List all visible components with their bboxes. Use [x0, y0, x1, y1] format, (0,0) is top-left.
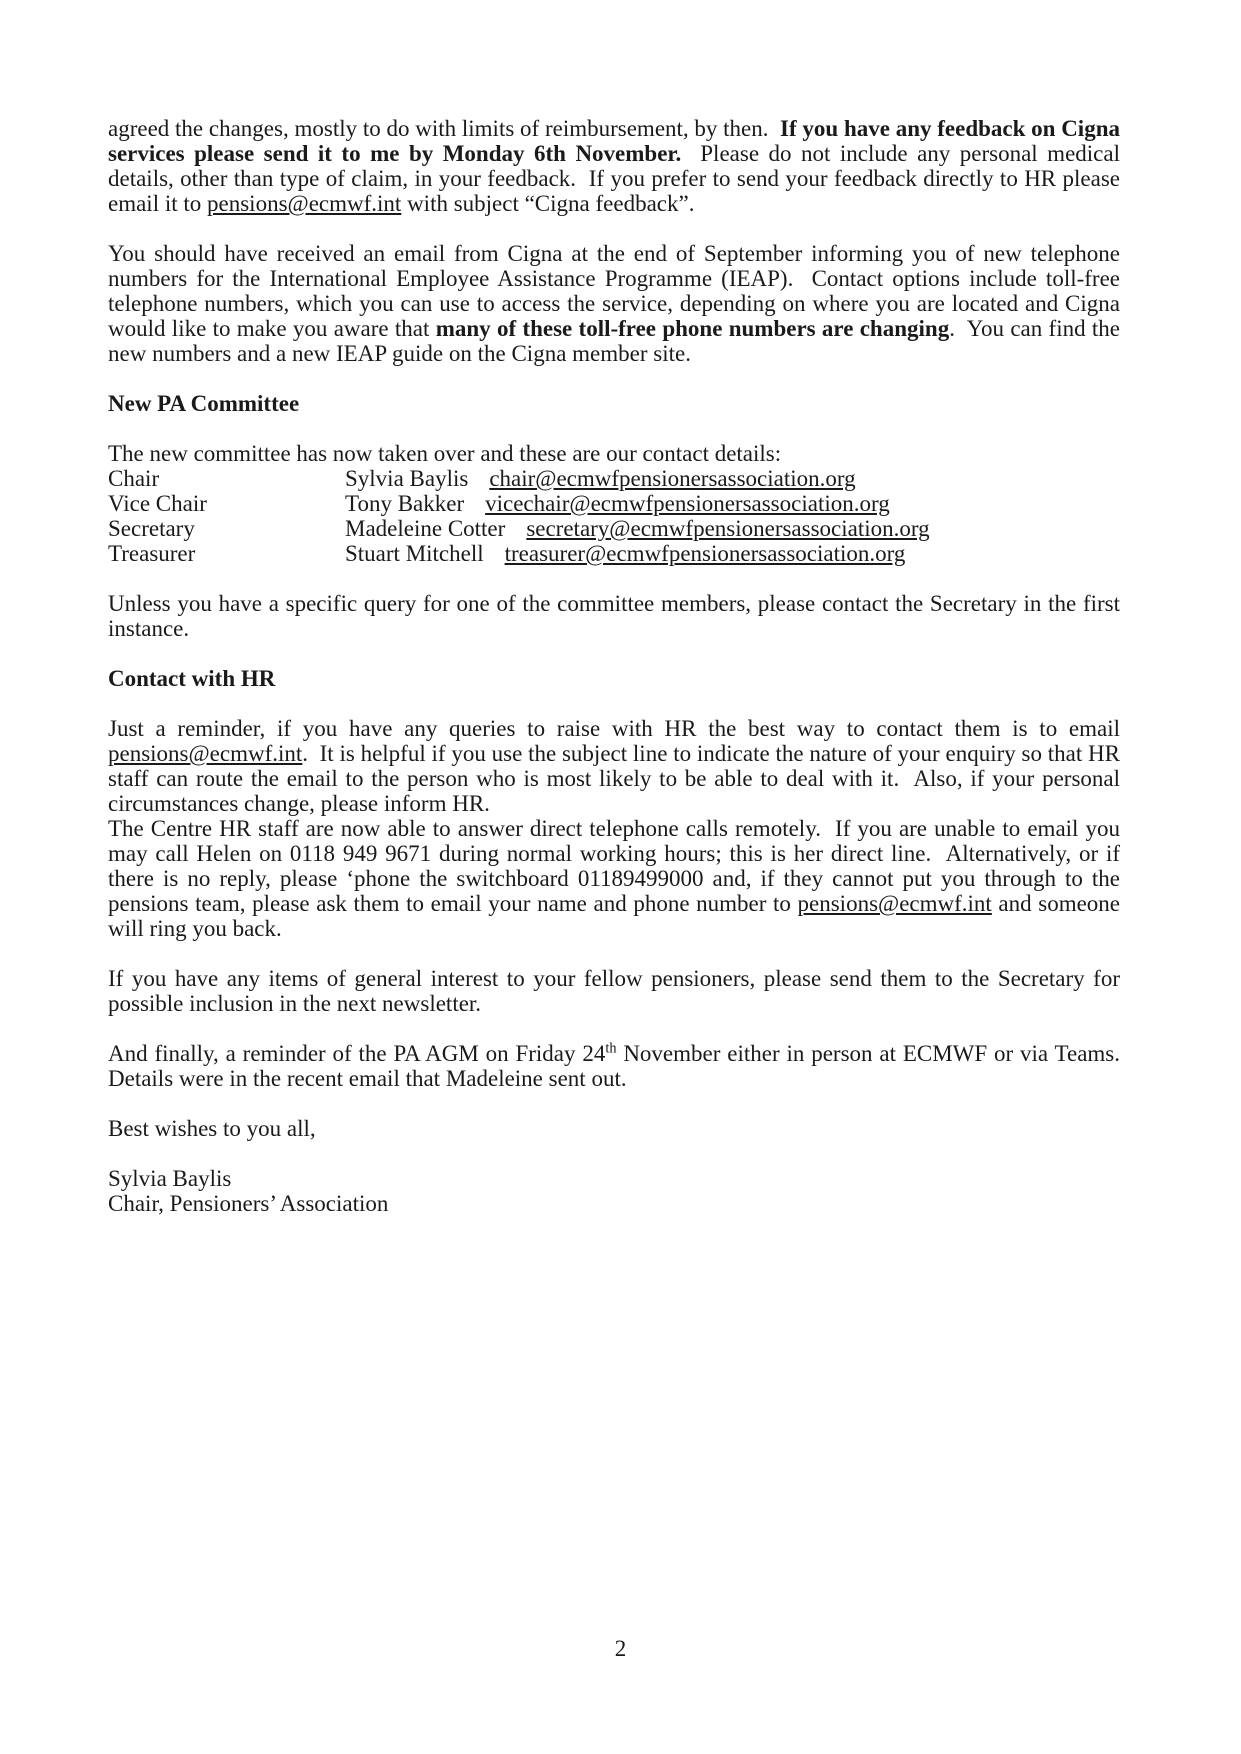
- signature-block: [108, 1166, 1120, 1216]
- committee-section: [108, 441, 1120, 566]
- text-run: and someone will ring you back.: [108, 891, 1126, 941]
- committee-role: Vice Chair: [108, 491, 207, 516]
- paragraph-cigna-feedback: [108, 116, 1126, 216]
- committee-member-name: Madeleine Cotter: [345, 516, 506, 541]
- paragraph-hr-email: [108, 716, 1126, 816]
- committee-role: Treasurer: [108, 541, 196, 566]
- text-run: Just a reminder, if you have any queries to raise with HR the best way to contact them is to email: [108, 716, 1126, 741]
- committee-member-name: Sylvia Baylis: [345, 466, 469, 491]
- committee-role: Secretary: [108, 516, 195, 541]
- heading-contact-with-hr: Contact with HR: [108, 666, 276, 691]
- committee-member-name: Tony Bakker: [345, 491, 465, 516]
- text-run: November either in person at ECMWF or via Teams. Details were in the recent email that Madeleine sent out.: [108, 1041, 1132, 1091]
- closing-line: Best wishes to you all,: [108, 1116, 316, 1141]
- email-link[interactable]: vicechair@ecmwfpensionersassociation.org: [485, 491, 890, 516]
- committee-intro: The new committee has now taken over and these are our contact details:: [108, 441, 782, 466]
- email-link[interactable]: pensions@ecmwf.int: [207, 191, 402, 216]
- text-run: Please do not include any personal medical details, other than type of claim, in your feedback. If you prefer to send your feedback directly to HR please email it to: [108, 141, 1126, 216]
- heading-new-pa-committee: New PA Committee: [108, 391, 300, 416]
- superscript-text-run: th: [605, 1040, 617, 1057]
- paragraph-newsletter-items: If you have any items of general interest to your fellow pensioners, please send them to the Secretary for possible inclusion in the next newsletter.: [108, 966, 1126, 1016]
- text-run: And finally, a reminder of the PA AGM on Friday 24: [108, 1041, 606, 1066]
- paragraph-ieap-numbers: [108, 241, 1126, 366]
- text-run: agreed the changes, mostly to do with limits of reimbursement, by then.: [108, 116, 781, 141]
- text-run: . It is helpful if you use the subject line to indicate the nature of your enquiry so that HR staff can route the email to the person who is most likely to be able to deal with it. Also, if your personal circumstances change, please inform HR.: [108, 741, 1126, 816]
- text-run: You should have received an email from Cigna at the end of September informing you of new telephone numbers for the International Employee Assistance Programme (IEAP). Contact options include toll-free telephone numbers, which you can use to access the service, depending on where you are located and Cigna would like to make you aware that: [108, 241, 1126, 341]
- text-run: with subject “Cigna feedback”.: [401, 191, 695, 216]
- paragraph-hr-phone: [108, 816, 1126, 941]
- signature-name: Sylvia Baylis: [108, 1166, 232, 1191]
- signature-title: Chair, Pensioners’ Association: [108, 1191, 389, 1216]
- email-link[interactable]: secretary@ecmwfpensionersassociation.org: [526, 516, 930, 541]
- letter-body: [108, 116, 1132, 1241]
- paragraph-secretary-contact: Unless you have a specific query for one of the committee members, please contact the Secretary in the first instance.: [108, 591, 1126, 641]
- committee-row-chair: [108, 466, 1120, 491]
- page-number: 2: [614, 1636, 627, 1661]
- text-run: The Centre HR staff are now able to answer direct telephone calls remotely. If you are unable to email you may call Helen on 0118 949 9671 during normal working hours; this is her direct line. Alternatively, or if there is no reply, please ‘phone the switchboard 01189499000 and, if they cannot put you through to the pensions team, please ask them to email your name and phone number to: [108, 816, 1126, 916]
- committee-member-name: Stuart Mitchell: [345, 541, 484, 566]
- email-link[interactable]: pensions@ecmwf.int: [108, 741, 303, 766]
- bold-text-run: If you have any feedback on Cigna services please send it to me by Monday 6th November.: [108, 116, 1126, 166]
- committee-row-secretary: [108, 516, 1120, 541]
- paragraph-agm-reminder: [108, 1040, 1132, 1091]
- committee-row-treasurer: [108, 541, 1120, 566]
- committee-role: Chair: [108, 466, 160, 491]
- committee-row-vice-chair: [108, 491, 1120, 516]
- email-link[interactable]: treasurer@ecmwfpensionersassociation.org: [504, 541, 906, 566]
- email-link[interactable]: chair@ecmwfpensionersassociation.org: [489, 466, 856, 491]
- text-run: . You can find the new numbers and a new IEAP guide on the Cigna member site.: [108, 316, 1126, 366]
- hr-contact-section: [108, 716, 1126, 941]
- email-link[interactable]: pensions@ecmwf.int: [797, 891, 992, 916]
- bold-text-run: many of these toll-free phone numbers are changing: [435, 316, 950, 341]
